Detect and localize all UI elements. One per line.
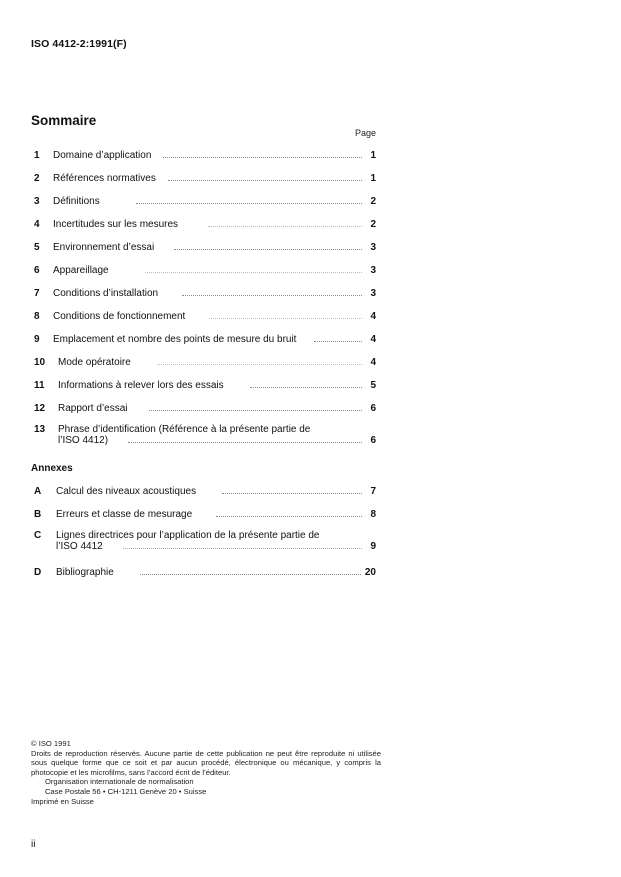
dot-leader <box>182 294 362 296</box>
toc-entry-number: 11 <box>34 380 45 391</box>
annex-label: Calcul des niveaux acoustiques <box>56 486 197 497</box>
page-column-header: Page <box>355 128 377 138</box>
annex-letter: D <box>34 567 42 578</box>
annex-label: Erreurs et classe de mesurage <box>56 509 193 520</box>
annex-entry-multiline[interactable] <box>34 530 376 552</box>
annex-label-line2: l’ISO 4412 <box>56 541 103 552</box>
toc-entry[interactable] <box>34 242 376 253</box>
annex-page: 8 <box>370 509 376 520</box>
toc-entry[interactable] <box>34 357 376 368</box>
toc-entry-label: Mode opératoire <box>58 357 131 368</box>
toc-entry-number: 8 <box>34 311 40 322</box>
annex-page: 20 <box>364 567 376 578</box>
annex-letter: C <box>34 530 42 541</box>
annex-page: 9 <box>370 541 376 552</box>
annex-entry[interactable] <box>34 509 376 520</box>
toc-entry-number: 9 <box>34 334 40 345</box>
toc-entry-number: 1 <box>34 150 40 161</box>
toc-entry-label: Incertitudes sur les mesures <box>53 219 179 230</box>
toc-entry[interactable] <box>34 219 376 230</box>
toc-entry-page: 6 <box>370 403 376 414</box>
toc-entry-label: Définitions <box>53 196 100 207</box>
toc-entry-number: 2 <box>34 173 40 184</box>
toc-entry-page: 3 <box>370 288 376 299</box>
dot-leader <box>157 363 362 365</box>
toc-entry[interactable] <box>34 288 376 299</box>
dot-leader <box>140 573 361 575</box>
toc-entry-number: 10 <box>34 357 46 368</box>
dot-leader <box>149 409 362 411</box>
toc-entry-page: 5 <box>370 380 376 391</box>
dot-leader <box>174 248 362 250</box>
toc-entry-page: 4 <box>370 334 376 345</box>
toc-entry[interactable] <box>34 265 376 276</box>
dot-leader <box>209 317 362 319</box>
annex-letter: A <box>34 486 42 497</box>
toc-entry-page: 2 <box>370 219 376 230</box>
toc-entry-label: Rapport d’essai <box>58 403 128 414</box>
dot-leader <box>250 386 362 388</box>
toc-entry[interactable] <box>34 150 376 161</box>
toc-entry-number: 6 <box>34 265 40 276</box>
toc-entry[interactable] <box>34 173 376 184</box>
dot-leader <box>136 202 362 204</box>
toc-entry-label: Emplacement et nombre des points de mesure du bruit <box>53 334 297 345</box>
toc-entry-page: 1 <box>370 150 376 161</box>
toc-entry-multiline[interactable] <box>34 424 376 446</box>
toc-entry-label: Conditions d’installation <box>53 288 159 299</box>
dot-leader <box>145 271 362 273</box>
printed-in: Imprimé en Suisse <box>31 796 94 806</box>
page-number: ii <box>31 839 36 850</box>
dot-leader <box>314 340 362 342</box>
toc-entry[interactable] <box>34 334 376 345</box>
annex-entry[interactable] <box>34 567 376 578</box>
toc-title: Sommaire <box>31 113 97 128</box>
dot-leader <box>163 156 362 158</box>
toc-entry-page: 6 <box>370 435 376 446</box>
annexes-title: Annexes <box>31 463 73 474</box>
toc-entry[interactable] <box>34 380 376 391</box>
copyright-notice <box>31 739 381 806</box>
toc-entry-label: Environnement d’essai <box>53 242 155 253</box>
toc-entry[interactable] <box>34 196 376 207</box>
toc-entry-number: 5 <box>34 242 40 253</box>
toc-entry-page: 4 <box>370 357 376 368</box>
dot-leader <box>128 441 362 443</box>
dot-leader <box>222 492 362 494</box>
toc-entry-label: Domaine d’application <box>53 150 152 161</box>
annex-entry[interactable] <box>34 486 376 497</box>
toc-entry-label: Références normatives <box>53 173 156 184</box>
toc-entry-label: Informations à relever lors des essais <box>58 380 224 391</box>
toc-entry-number: 4 <box>34 219 40 230</box>
toc-entry-label-line1: Phrase d’identification (Référence à la présente partie de <box>58 424 311 435</box>
annex-page: 7 <box>370 486 376 497</box>
organization-name: Organisation internationale de normalisation <box>45 777 194 787</box>
organization-address: Case Postale 56 • CH-1211 Genève 20 • Suisse <box>45 786 207 796</box>
toc-entry-number: 7 <box>34 288 40 299</box>
rights-statement: Droits de reproduction réservés. Aucune partie de cette publication ne peut être reproduite ni utilisée sous quelque forme que ce soit et par aucun procédé, électronique ou mécanique, y compris la photocopie et les microfilms, sans l’accord écrit de l’éditeur. <box>31 748 381 777</box>
toc-entry[interactable] <box>34 311 376 322</box>
document-identifier: ISO 4412-2:1991(F) <box>31 38 127 50</box>
annex-letter: B <box>34 509 42 520</box>
toc-entry-label: Conditions de fonctionnement <box>53 311 186 322</box>
toc-entry[interactable] <box>34 403 376 414</box>
toc-entry-page: 1 <box>370 173 376 184</box>
toc-entry-number: 12 <box>34 403 46 414</box>
toc-entry-number: 3 <box>34 196 40 207</box>
toc-entry-page: 2 <box>370 196 376 207</box>
copyright-line: © ISO 1991 <box>31 739 71 748</box>
dot-leader <box>216 515 362 517</box>
annex-label-line1: Lignes directrices pour l’application de la présente partie de <box>56 530 320 541</box>
toc-entry-page: 4 <box>370 311 376 322</box>
annex-label: Bibliographie <box>56 567 114 578</box>
toc-entry-page: 3 <box>370 265 376 276</box>
dot-leader <box>123 547 362 549</box>
dot-leader <box>168 179 362 181</box>
toc-entry-label-line2: l’ISO 4412) <box>58 435 109 446</box>
dot-leader <box>208 225 362 227</box>
toc-entry-number: 13 <box>34 424 46 435</box>
toc-entry-page: 3 <box>370 242 376 253</box>
toc-entry-label: Appareillage <box>53 265 109 276</box>
